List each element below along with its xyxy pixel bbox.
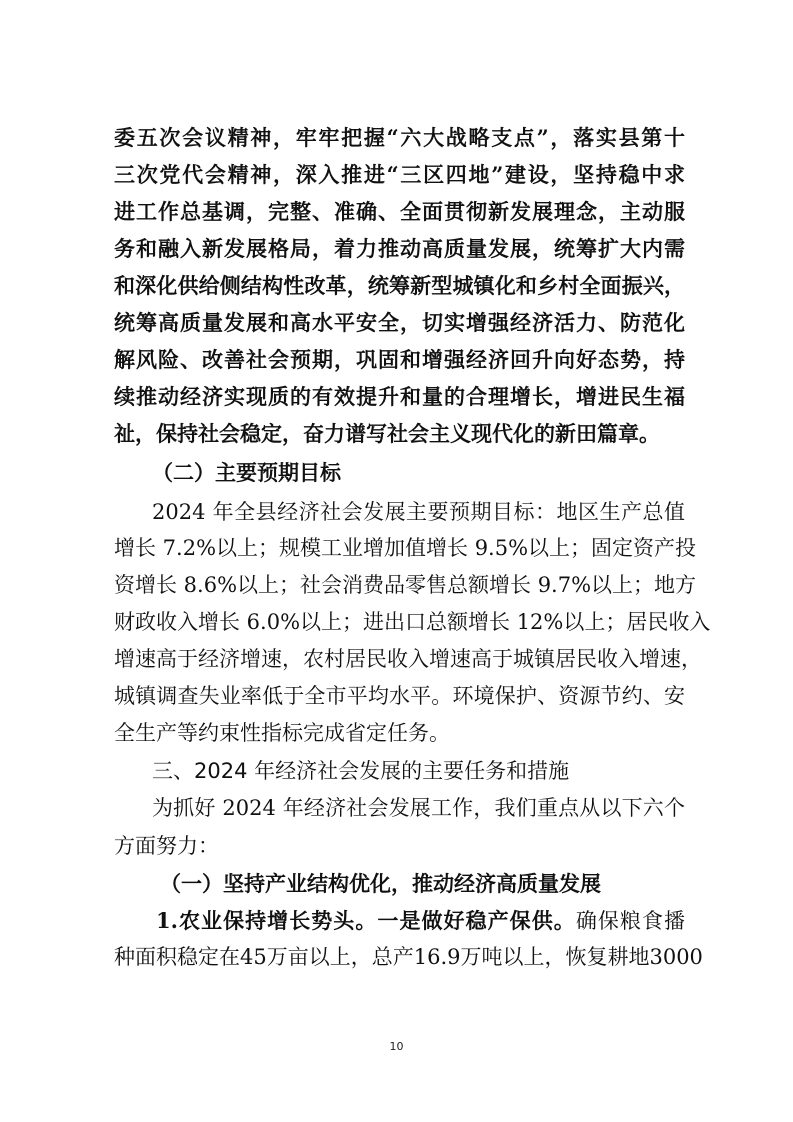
text-line: 资增长 8.6%以上；社会消费品零售总额增长 9.7%以上；地方 (114, 573, 697, 597)
text-line: 2024 年全县经济社会发展主要预期目标：地区生产总值 (152, 500, 685, 524)
text-line: 解风险、改善社会预期，巩固和增强经济回升向好态势，持 (114, 347, 685, 372)
text-line: 统筹高质量发展和高水平安全，切实增强经济活力、防范化 (114, 310, 685, 335)
text-line: 为抓好 2024 年经济社会发展工作，我们重点从以下六个 (152, 796, 685, 820)
text-line: 续推动经济实现质的有效提升和量的合理增长，增进民生福 (114, 384, 685, 409)
text-line: 方面努力： (114, 834, 219, 858)
text-line: 务和融入新发展格局，着力推动高质量发展，统筹扩大内需 (114, 236, 685, 261)
chapter-heading: 三、2024 年经济社会发展的主要任务和措施 (152, 759, 570, 783)
text-line: 进工作总基调，完整、准确、全面贯彻新发展理念，主动服 (114, 199, 685, 224)
text-line: 委五次会议精神，牢牢把握“六大战略支点”，落实县第十 (114, 125, 685, 150)
text-line: 全生产等约束性指标完成省定任务。 (114, 721, 450, 745)
text-line (156, 902, 685, 939)
text-line: 城镇调查失业率低于全市平均水平。环境保护、资源节约、安 (114, 684, 685, 708)
text-line: 增速高于经济增速，农村居民收入增速高于城镇居民收入增速， (114, 647, 702, 671)
text-line: 祉，保持社会稳定，奋力谱写社会主义现代化的新田篇章。 (114, 421, 660, 446)
page-number: 10 (389, 1040, 404, 1053)
section-heading: （二）主要预期目标 (152, 460, 341, 485)
text-line: 财政收入增长 6.0%以上；进出口总额增长 12%以上；居民收入 (114, 610, 711, 634)
text-line: 和深化供给侧结构性改革，统筹新型城镇化和乡村全面振兴， (114, 273, 685, 298)
text-line: 增长 7.2%以上；规模工业增加值增长 9.5%以上；固定资产投 (114, 536, 697, 560)
item-title: 1.农业保持增长势头。一是做好稳产保供。 (156, 908, 576, 933)
section-heading: （一）坚持产业结构优化，推动经济高质量发展 (160, 871, 601, 896)
text-line: 种面积稳定在45万亩以上，总产16.9万吨以上，恢复耕地3000 (114, 945, 703, 969)
item-text: 确保粮食播 (575, 909, 685, 933)
text-line: 三次党代会精神，深入推进“三区四地”建设，坚持稳中求 (114, 162, 685, 187)
